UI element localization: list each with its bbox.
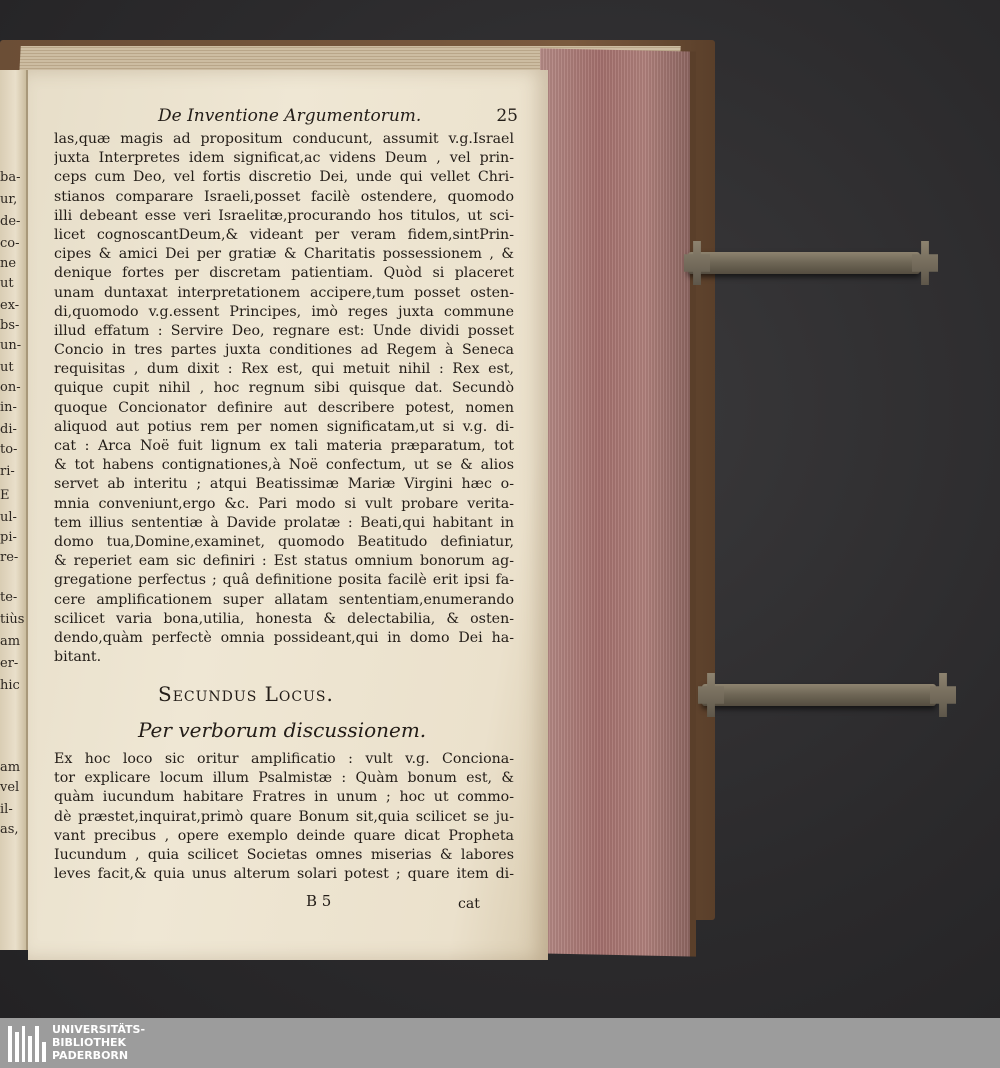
left-page-fragment: vel [0,780,20,795]
text-line: & tot habens contignationes,à Noë confectum, ut se & alios [54,457,514,474]
left-page-fragment: ut [0,276,14,291]
text-line: domo tua,Domine,examinet, quomodo Beatitudo definiatur, [54,533,514,550]
running-head [158,106,518,126]
left-page-fragment: to- [0,442,18,457]
left-page-fragment: il- [0,802,13,817]
library-logo-icon [8,1024,46,1062]
left-page-fragment: in- [0,400,17,415]
page-fore-edges [540,48,696,956]
text-line: tor explicare locum illum Psalmistæ : Quàm bonum est, & [54,770,514,787]
text-line: las,quæ magis ad propositum conducunt, assumit v.g.Israel [54,131,514,147]
text-line: licet cognoscantDeum,& videant per veram fidem,sintPrin- [54,226,514,243]
left-page-fragment: am [0,634,21,649]
left-page [0,70,28,950]
text-line: cere amplificationem super allatam sententiam,enumerando [54,591,514,608]
text-line: juxta Interpretes idem significat,ac videns Deum , vel prin- [54,150,514,167]
left-page-fragment: di- [0,422,17,437]
text-line: gregatione perfectus ; quâ definitione posita facilè erit ipsi fa- [54,572,514,589]
left-page-fragment: un- [0,338,22,353]
text-line: quique cupit nihil , hoc regnum sibi quisque dat. Secundò [54,380,514,397]
left-page-fragment: te- [0,590,18,605]
text-line: leves facit,& quia unus alterum solari potest ; quare item di- [54,866,514,883]
text-line: tem illius sententiæ à Davide prolatæ : Beati,qui habitant in [54,514,514,531]
section-subtitle: Per verborum discussionem. [138,718,427,742]
text-line: bitant. [54,649,102,666]
left-page-fragment: on- [0,380,21,395]
left-page-fragment: ri- [0,464,15,479]
left-page-fragment: E [0,488,10,503]
text-line: aliquod aut potius rem per nomen significatam,ut si v.g. di- [54,418,514,435]
body-text [54,130,514,667]
left-page-fragment: ne [0,256,17,271]
left-page-fragment: co- [0,236,20,251]
text-line: unam duntaxat interpretationem accipere,tum posset osten- [54,284,514,301]
text-line: cat : Arca Noë fuit lignum ex tali materia præparatum, tot [54,438,514,454]
right-page [28,70,548,960]
text-line: quoque Concionator definire aut describere potest, nomen [54,399,514,416]
signature-mark: B 5 [306,892,332,910]
left-page-fragment: ur, [0,192,18,207]
lower-clasp [702,684,936,706]
upper-clasp-end [912,241,938,285]
logo-line-1: UNIVERSITÄTS- [52,1023,146,1036]
text-line: Ex hoc loco sic oritur amplificatio : vult v.g. Conciona- [54,751,514,767]
text-line: vant precibus , opere exemplo deinde quare dicat Propheta [54,827,514,844]
left-page-fragment: hic [0,678,20,693]
text-line: Concio in tres partes juxta conditiones ad Regem à Seneca [54,342,514,359]
left-page-fragment: pi- [0,530,17,545]
text-line: ceps cum Deo, vel fortis discretio Dei, unde qui vellet Chri- [54,169,514,186]
text-line: quàm iucundum habitare Fratres in unum ; hoc ut commo- [54,789,514,806]
text-line: denique fortes per discretam patientiam. Quòd si placeret [54,265,514,282]
body-text-2 [54,750,514,884]
text-line: illi debeant esse veri Israelitæ,procurando hos titulos, ut sci- [54,207,514,224]
footer-bar [0,1018,1000,1068]
text-line: dè præstet,inquirat,primò quare Bonum sit,quia scilicet se ju- [54,808,514,825]
running-head-title: De Inventione Argumentorum. [158,106,422,126]
text-line: dendo,quàm perfectè omnia possideant,qui in domo Dei ha- [54,629,514,646]
left-page-fragment: tiùs [0,612,25,627]
logo-line-2: BIBLIOTHEK [52,1036,127,1049]
text-line: Iucundum , quia scilicet Societas omnes miserias & labores [54,846,514,863]
left-page-fragment: de- [0,214,21,229]
left-page-fragment: er- [0,656,19,671]
section-title: Secundus Locus. [158,682,334,706]
text-line: & reperiet eam sic definiri : Est status omnium bonorum ag- [54,553,514,570]
text-line: cipes & amici Dei per gratiæ & Charitatis possessionem , & [54,246,514,263]
left-page-fragment: as, [0,822,19,837]
text-line: illud effatum : Servire Deo, regnare est: Unde dividi posset [54,322,514,339]
library-logo-text [52,1023,145,1062]
catchword: cat [458,896,480,912]
text-line: mnia conveniunt,ergo &c. Pari modo si vult probare verita- [54,495,514,512]
left-page-fragment: ba- [0,170,21,185]
left-page-fragment: bs- [0,318,20,333]
lower-clasp-end [930,673,956,717]
left-page-fragment: ut [0,360,14,375]
upper-clasp [688,252,920,274]
text-line: requisitas , dum dixit : Rex est, qui metuit nihil : Rex est, [54,361,514,378]
text-line: servet ab interitu ; atqui Beatissimæ Mariæ Virgini hæc o- [54,476,514,493]
page-number: 25 [496,106,518,126]
logo-line-3: PADERBORN [52,1049,129,1062]
left-page-fragment: ex- [0,298,20,313]
text-line: stianos comparare Israeli,posset facilè ostendere, quomodo [54,188,514,205]
text-line: scilicet varia bona,utilia, honesta & delectabilia, & osten- [54,610,514,627]
left-page-fragment: ul- [0,510,17,525]
left-page-fragment: am [0,760,21,775]
text-line: di,quomodo v.g.essent Principes, imò reges juxta commune [54,303,514,320]
left-page-fragment: re- [0,550,19,565]
